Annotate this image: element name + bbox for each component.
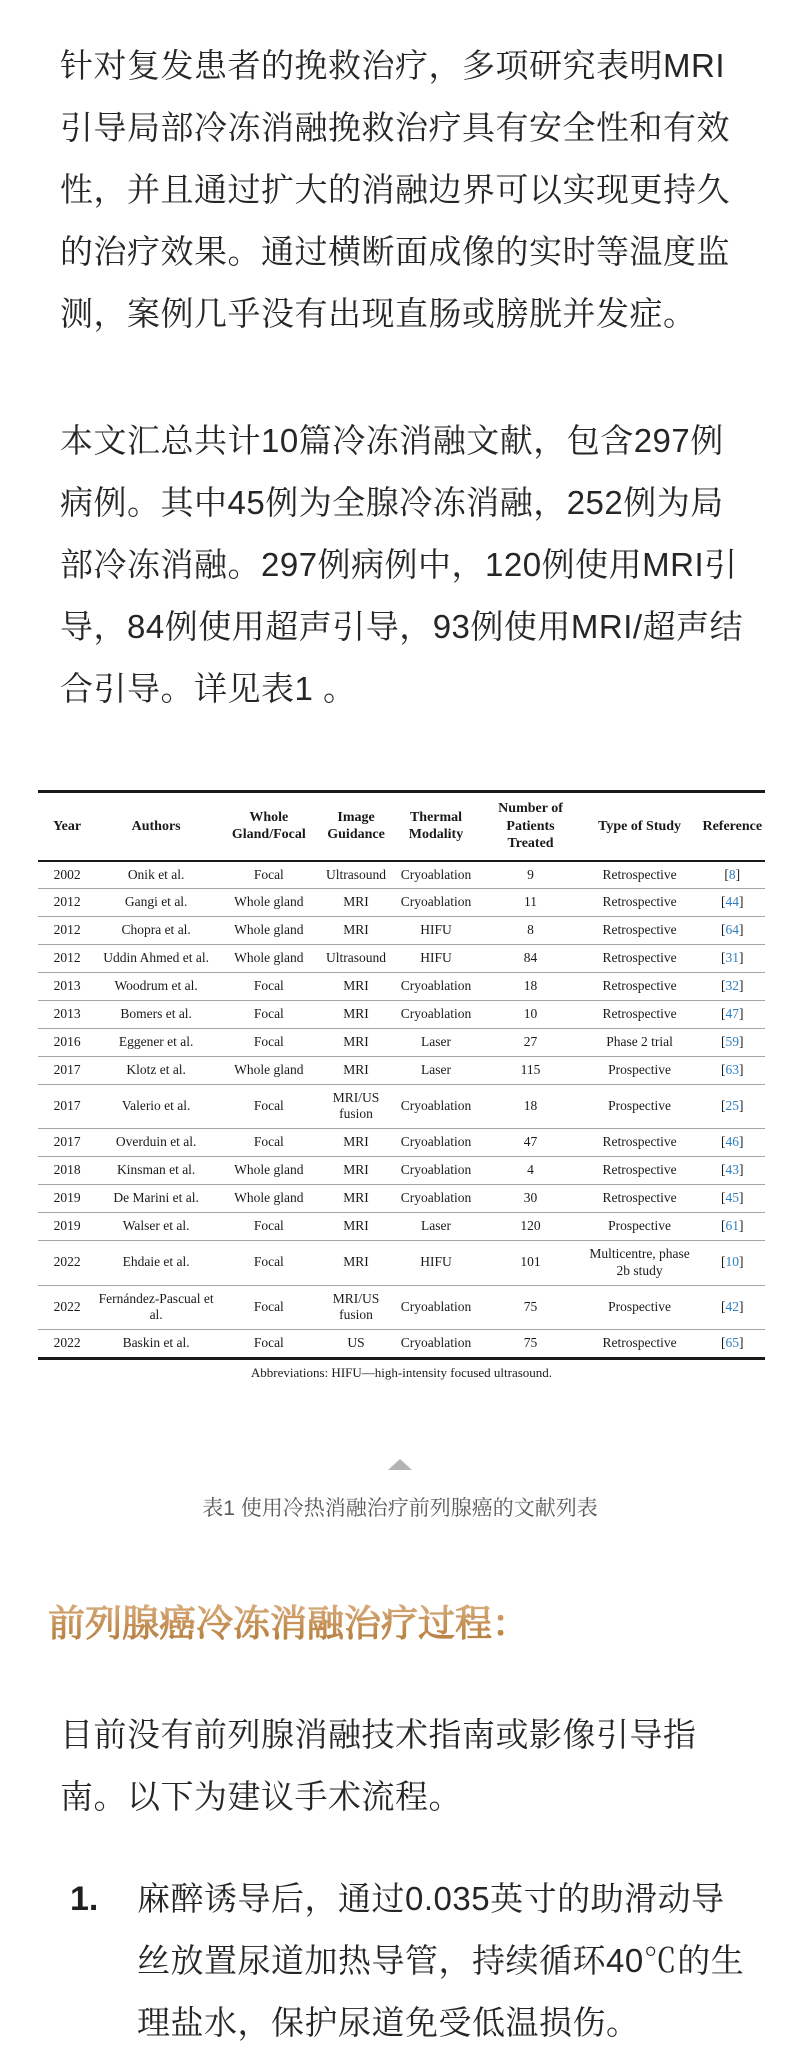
reference-cell: [64] xyxy=(700,917,765,945)
column-header: Image Guidance xyxy=(322,792,391,861)
literature-table xyxy=(38,790,765,1360)
column-header: Thermal Modality xyxy=(391,792,482,861)
table-cell: Uddin Ahmed et al. xyxy=(96,945,216,973)
column-header: Type of Study xyxy=(580,792,700,861)
table-cell: Walser et al. xyxy=(96,1212,216,1240)
table-cell: Focal xyxy=(253,1335,284,1351)
reference-link[interactable]: 31 xyxy=(725,950,740,966)
table-cell: 2022 xyxy=(53,1335,81,1351)
table-row xyxy=(38,945,765,973)
reference-link[interactable]: 65 xyxy=(725,1335,740,1351)
table-row xyxy=(38,861,765,889)
reference-cell: [32] xyxy=(700,973,765,1001)
reference-cell: [10] xyxy=(700,1240,765,1285)
column-header: Reference xyxy=(700,792,765,861)
table-row xyxy=(38,1212,765,1240)
table-cell: Kinsman et al. xyxy=(96,1157,216,1185)
reference-cell: [43] xyxy=(700,1157,765,1185)
reference-cell: [44] xyxy=(700,889,765,917)
table-cell: Chopra et al. xyxy=(96,917,216,945)
table-row xyxy=(38,917,765,945)
table-cell: Focal xyxy=(216,1129,321,1157)
table-cell: Prospective xyxy=(580,1084,700,1129)
table-cell: Laser xyxy=(391,1028,482,1056)
reference-cell: [46] xyxy=(700,1129,765,1157)
table-cell: 27 xyxy=(481,1028,579,1056)
table-cell: 2013 xyxy=(38,973,96,1001)
table-cell: 9 xyxy=(481,861,579,889)
table-cell: Focal xyxy=(216,1285,321,1330)
table-cell: Cryoablation xyxy=(391,1129,482,1157)
table-cell: HIFU xyxy=(391,917,482,945)
table-cell: Valerio et al. xyxy=(96,1084,216,1129)
table-cell: Retrospective xyxy=(580,917,700,945)
reference-link[interactable]: 61 xyxy=(725,1217,740,1233)
table-cell: MRI xyxy=(322,1000,391,1028)
table-cell: De Marini et al. xyxy=(96,1185,216,1213)
table-row xyxy=(38,1129,765,1157)
table-cell: Focal xyxy=(216,1084,321,1129)
table-cell: Retrospective xyxy=(580,1157,700,1185)
table-cell: 2017 xyxy=(38,1129,96,1157)
table-cell: 2012 xyxy=(38,917,96,945)
table-row xyxy=(38,1000,765,1028)
table-cell: Cryoablation xyxy=(391,1285,482,1330)
collapse-triangle-icon xyxy=(388,1459,412,1470)
list-item-text: 麻醉诱导后，通过0.035英寸的助滑动导丝放置尿道加热导管，持续循环40℃的生理盐水，保护尿道免受低温损伤。 xyxy=(137,1880,745,2042)
table-cell: Cryoablation xyxy=(391,1084,482,1129)
table-cell: 2013 xyxy=(38,1000,96,1028)
table-cell: Retrospective xyxy=(580,861,700,889)
table-cell: Cryoablation xyxy=(391,889,482,917)
table-cell: Laser xyxy=(391,1056,482,1084)
table-cell: HIFU xyxy=(391,945,482,973)
table-cell: 101 xyxy=(481,1240,579,1285)
table-cell: Ultrasound xyxy=(322,945,391,973)
reference-cell: [63] xyxy=(700,1056,765,1084)
table-row xyxy=(38,1056,765,1084)
table-cell: Retrospective xyxy=(580,1185,700,1213)
table-cell: 2022 xyxy=(38,1240,96,1285)
table-cell: Whole gland xyxy=(216,945,321,973)
table-cell: 2017 xyxy=(38,1056,96,1084)
reference-cell: [45] xyxy=(700,1185,765,1213)
reference-link[interactable]: 44 xyxy=(725,894,740,910)
table-row xyxy=(38,1185,765,1213)
table-row xyxy=(38,1084,765,1129)
table-cell: 30 xyxy=(481,1185,579,1213)
literature-table-body xyxy=(38,861,765,1359)
reference-link[interactable]: 46 xyxy=(725,1134,740,1150)
table-cell: Woodrum et al. xyxy=(96,973,216,1001)
table-cell: Ultrasound xyxy=(322,861,391,889)
reference-link[interactable]: 32 xyxy=(725,978,740,993)
column-header: Whole Gland/Focal xyxy=(216,792,321,861)
table-cell: Laser xyxy=(391,1212,482,1240)
reference-link[interactable]: 43 xyxy=(725,1162,740,1178)
reference-cell: [59] xyxy=(700,1028,765,1056)
table-cell: 18 xyxy=(481,1084,579,1129)
table-cell: Whole gland xyxy=(216,1056,321,1084)
table-cell: MRI xyxy=(322,1028,391,1056)
table-footnote: Abbreviations: HIFU—high-intensity focused ultrasound. xyxy=(250,1365,553,1381)
table-row xyxy=(38,973,765,1001)
table-cell: 47 xyxy=(481,1129,579,1157)
reference-link[interactable]: 8 xyxy=(728,866,736,882)
table-cell: MRI xyxy=(322,1212,391,1240)
table-cell: Baskin et al. xyxy=(122,1335,190,1351)
table-cell: Retrospective xyxy=(580,1000,700,1028)
table-cell: Retrospective xyxy=(580,945,700,973)
table-cell: 11 xyxy=(481,889,579,917)
table-cell: MRI xyxy=(322,1185,391,1213)
table-cell: MRI/US fusion xyxy=(322,1084,391,1129)
table-cell: Cryoablation xyxy=(391,1185,482,1213)
list-item xyxy=(0,1868,800,2054)
table-cell: Focal xyxy=(216,1000,321,1028)
table-cell: 2019 xyxy=(38,1212,96,1240)
literature-table-container xyxy=(38,790,765,1381)
table-cell: Multicentre, phase 2b study xyxy=(580,1240,700,1285)
table-cell: Cryoablation xyxy=(400,1335,472,1351)
table-cell: Focal xyxy=(216,1028,321,1056)
reference-cell: [8] xyxy=(700,861,765,889)
table-cell: Prospective xyxy=(580,1285,700,1330)
table-cell: Gangi et al. xyxy=(96,889,216,917)
column-header: Year xyxy=(38,792,96,861)
table-cell: 2022 xyxy=(38,1285,96,1330)
table-row xyxy=(38,1285,765,1330)
column-header: Number of Patients Treated xyxy=(481,792,579,861)
table-cell: Overduin et al. xyxy=(96,1129,216,1157)
table-row xyxy=(38,1157,765,1185)
reference-link[interactable]: 64 xyxy=(725,922,740,938)
reference-cell: [31] xyxy=(700,945,765,973)
table-cell: Retrospective xyxy=(580,973,700,1001)
table-cell: 8 xyxy=(481,917,579,945)
table-cell: Onik et al. xyxy=(96,861,216,889)
reference-cell: [65] xyxy=(721,1335,744,1351)
table-header-row xyxy=(38,792,765,861)
table-cell: Fernández-Pascual et al. xyxy=(96,1285,216,1330)
reference-cell: [47] xyxy=(700,1000,765,1028)
table-cell: MRI xyxy=(322,1240,391,1285)
table-cell: 2019 xyxy=(38,1185,96,1213)
table-cell: 4 xyxy=(481,1157,579,1185)
table-cell: 2002 xyxy=(38,861,96,889)
table-cell: Cryoablation xyxy=(391,973,482,1001)
reference-link[interactable]: 10 xyxy=(725,1254,740,1270)
table-cell: Klotz et al. xyxy=(96,1056,216,1084)
table-cell: Whole gland xyxy=(216,889,321,917)
table-cell: Cryoablation xyxy=(391,1157,482,1185)
table-cell: Bomers et al. xyxy=(96,1000,216,1028)
table-cell: Focal xyxy=(216,973,321,1001)
table-cell: Ehdaie et al. xyxy=(96,1240,216,1285)
table-cell: 10 xyxy=(481,1000,579,1028)
table-cell: Retrospective xyxy=(580,889,700,917)
table-cell: US xyxy=(347,1335,365,1351)
table-cell: MRI xyxy=(322,1056,391,1084)
table-cell: Retrospective xyxy=(602,1335,677,1351)
column-header: Authors xyxy=(96,792,216,861)
table-caption: 表1 使用冷热消融治疗前列腺癌的文献列表 xyxy=(202,1497,598,1521)
table-cell: 120 xyxy=(481,1212,579,1240)
table-cell: Whole gland xyxy=(216,1157,321,1185)
table-cell: MRI xyxy=(322,1157,391,1185)
table-cell: Focal xyxy=(216,861,321,889)
table-cell: 2018 xyxy=(38,1157,96,1185)
table-cell: Phase 2 trial xyxy=(580,1028,700,1056)
table-cell: Focal xyxy=(216,1240,321,1285)
table-cell: 18 xyxy=(481,973,579,1001)
table-cell: HIFU xyxy=(391,1240,482,1285)
table-cell: MRI/US fusion xyxy=(322,1285,391,1330)
table-cell: 115 xyxy=(481,1056,579,1084)
table-cell: Eggener et al. xyxy=(96,1028,216,1056)
table-row xyxy=(38,1330,765,1359)
table-cell: Whole gland xyxy=(216,917,321,945)
table-row xyxy=(38,889,765,917)
table-cell: MRI xyxy=(322,889,391,917)
reference-link[interactable]: 45 xyxy=(725,1190,740,1205)
table-cell: 75 xyxy=(481,1285,579,1330)
table-cell: Retrospective xyxy=(580,1129,700,1157)
table-cell: Prospective xyxy=(580,1056,700,1084)
table-cell: 2012 xyxy=(38,945,96,973)
table-cell: Cryoablation xyxy=(391,1000,482,1028)
table-cell: 84 xyxy=(481,945,579,973)
table-cell: 2012 xyxy=(38,889,96,917)
reference-cell: [61] xyxy=(700,1212,765,1240)
section-heading-treatment-process: 前列腺癌冷冻消融治疗过程： xyxy=(48,1600,752,1650)
table-cell: Whole gland xyxy=(216,1185,321,1213)
table-row xyxy=(38,1028,765,1056)
table-cell: 75 xyxy=(523,1335,538,1351)
reference-link[interactable]: 25 xyxy=(725,1097,740,1113)
table-row xyxy=(38,1240,765,1285)
reference-link[interactable]: 42 xyxy=(725,1298,740,1314)
table-cell: Focal xyxy=(216,1212,321,1240)
reference-cell: [42] xyxy=(700,1285,765,1330)
table-cell: Cryoablation xyxy=(391,861,482,889)
paragraph-literature-summary: 本文汇总共计10篇冷冻消融文献，包含297例病例。其中45例为全腺冷冻消融，252例为局部冷冻消融。297例病例中，120例使用MRI引导，84例使用超声引导，93例使用MRI/超声结合引导。详见表1 。 xyxy=(60,422,744,707)
table-cell: MRI xyxy=(322,917,391,945)
table-cell: MRI xyxy=(322,973,391,1001)
paragraph-no-guidelines: 目前没有前列腺消融技术指南或影像引导指南。以下为建议手术流程。 xyxy=(60,1716,697,1816)
paragraph-salvage-treatment: 针对复发患者的挽救治疗，多项研究表明MRI引导局部冷冻消融挽救治疗具有安全性和有效性，并且通过扩大的消融边界可以实现更持久的治疗效果。通过横断面成像的实时等温度监测，案例几乎没有出现直肠或膀胱并发症。 xyxy=(60,47,730,332)
reference-link[interactable]: 47 xyxy=(725,1005,740,1021)
table-cell: Prospective xyxy=(580,1212,700,1240)
reference-cell: [25] xyxy=(700,1084,765,1129)
reference-link[interactable]: 59 xyxy=(725,1033,740,1049)
procedure-step-list xyxy=(0,1868,800,2054)
table-cell: 2016 xyxy=(38,1028,96,1056)
table-cell: MRI xyxy=(322,1129,391,1157)
list-item-number: 1. xyxy=(70,1880,99,1919)
reference-link[interactable]: 63 xyxy=(725,1061,740,1077)
table-cell: 2017 xyxy=(38,1084,96,1129)
